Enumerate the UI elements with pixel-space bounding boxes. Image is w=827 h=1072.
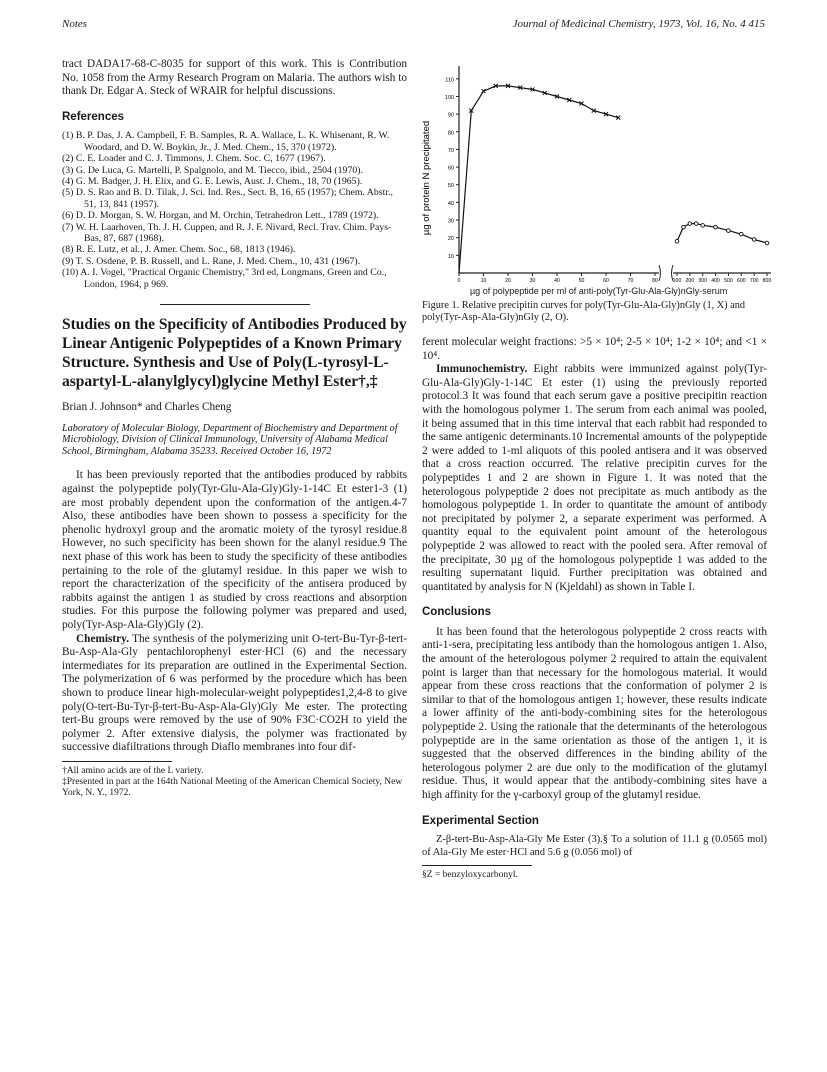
- x-tick-label: 30: [529, 278, 536, 284]
- reference-item: (9) T. S. Osdene, P. B. Russell, and L. Rane, J. Med. Chem., 10, 431 (1967).: [62, 255, 361, 267]
- y-tick-label: 70: [447, 147, 454, 154]
- chemistry-paragraph: [62, 633, 407, 755]
- x-tick-label: 700: [749, 278, 759, 284]
- data-point-o: [727, 229, 731, 233]
- reference-item: (5) D. S. Rao and B. D. Tilak, J. Sci. Ind. Res., Sect. B, 16, 65 (1957); Chem. Abstr., 51, 13, 841 (1957).: [62, 187, 393, 210]
- y-tick-label: 40: [447, 200, 454, 207]
- experimental-heading: Experimental Section: [422, 814, 539, 827]
- x-tick-label: 500: [724, 278, 733, 284]
- footnote-divider-right: [422, 865, 532, 866]
- y-tick-label: 110: [445, 77, 454, 84]
- right-column: [422, 336, 767, 881]
- experimental-paragraph: Z-β-tert-Bu-Asp-Ala-Gly Me Ester (3).§ To a solution of 11.1 g (0.0565 mol) of Ala-Gly Me ester·HCl and 5.6 g (0.056 mol) of: [422, 834, 767, 858]
- references-heading: References: [62, 110, 125, 123]
- figure-caption: Figure 1. Relative precipitin curves for poly(Tyr-Glu-Ala-Gly)nGly (1, X) and poly(Tyr-Asp-Ala-Gly)nGly (2, O).: [422, 300, 746, 323]
- y-tick-label: 80: [447, 130, 454, 137]
- chart-y-axis-label: µg of protein N precipitated: [421, 120, 432, 236]
- reference-item: (4) G. M. Badger, J. H. Elix, and G. E. Lewis, Aust. J. Chem., 18, 70 (1965).: [62, 176, 363, 187]
- y-tick-label: 60: [447, 165, 454, 172]
- figure-1: [415, 58, 775, 303]
- conclusions-paragraph: It has been found that the heterologous polypeptide 2 cross reacts with anti-1-sera, precipitating less antibody than the homologous antigen 1. Also, the amount of the heterologous polymer 2 required to attain the equivalent point is larger than that necessary for the homologous material. It would appear from these cross reactions that the conformation of polymer 2 is similar to that of the homologous antigen 1; however, these results indicate a lower affinity of the anti-body-combining sites for the heterologous polypeptide 2. Using the rationale that the determinants of the heterologous polypeptide are in the same orientation as those of the antigen 1, it is suggested that the observed differences in the binding ability of the heterologous polymer 2 are due only to the modification of the glutamyl residue. Thus, it would appear that the antibody-combining sites have a high affinity for the γ-carboxyl group of the glutamyl residue.: [422, 625, 767, 801]
- immunochemistry-paragraph: [422, 363, 767, 594]
- data-point-o: [739, 232, 743, 236]
- article-title: Studies on the Specificity of Antibodies Produced by Linear Antigenic Polypeptides of a Known Primary Structure. Synthesis and Use of Poly(L-tyrosyl-L-aspartyl-L-alanylglycyl)glycine Methyl Ester†,‡: [62, 316, 407, 391]
- x-tick-label: 80: [652, 278, 658, 284]
- reference-item: (1) B. P. Das, J. A. Campbell, F. B. Samples, R. A. Wallace, L. K. Whisenant, R. W. Woodard, and D. W. Boykin, Jr., J. Med. Chem., 15, 370 (1972).: [62, 130, 390, 153]
- x-tick-label: 70: [627, 278, 634, 284]
- y-tick-label: 90: [447, 112, 454, 119]
- data-point-o: [694, 222, 698, 226]
- conclusions-heading: Conclusions: [422, 606, 492, 619]
- acknowledgment-paragraph: tract DADA17-68-C-8035 for support of this work. This is Contribution No. 1058 from the Army Research Program on Malaria. The authors wish to thank Dr. Edgar A. Steck of WRAIR for helpful discussions.: [62, 58, 407, 98]
- chemistry-label: Chemistry.: [76, 632, 130, 645]
- y-tick-label: 10: [447, 253, 454, 260]
- data-point-o: [682, 225, 686, 229]
- data-point-o: [688, 222, 692, 226]
- axis-break-mark: [659, 265, 661, 281]
- y-tick-label: 100: [444, 94, 454, 101]
- data-point-o: [765, 241, 769, 245]
- reference-item: (7) W. H. Laarhoven, Th. J. H. Cuppen, and R. J. F. Nivard, Recl. Trav. Chim. Pays-Bas, 87, 687 (1968).: [62, 221, 392, 245]
- x-tick-label: 800: [762, 278, 772, 284]
- reference-item: (10) A. I. Vogel, "Practical Organic Chemistry," 3rd ed, Longmans, Green and Co., London, 1964, p 969.: [62, 267, 387, 290]
- immunochemistry-text: Eight rabbits were immunized against poly(Tyr-Glu-Ala-Gly)Gly-1-14C Et ester (1) using the previously reported protocol.3 It was found that each serum gave a positive precipitin reaction with the homologous polymer 1. The serum from each animal was pooled, it being assumed that in this time interval that each rabbit had responded to the same antigenic determinants.10 Incremental amounts of the polypeptide 2 were added to 1-ml aliquots of this pooled antisera and it was observed that a cross reaction occurred. The relative precipitin curves for the polypeptides 1 and 2 are shown in Figure 1. It was noted that the heterologous polypeptide 2 does not precipitate as much antibody as the homologous polypeptide 1. In order to quantitate the amount of antibody not precipitated by polymer 2, a separate experiment was performed. A quantity equal to the equivalent point amount of the heterologous polypeptide 2 was allowed to react with the pooled sera. After removal of the precipitate, 30 µg of the homologous polypeptide 1 was added to the resulting supernatant liquid. Further precipitation was obtained and quantitated by analysis for N (Kjeldahl) as shown in Table I.: [422, 363, 767, 593]
- x-tick-label: 100: [672, 278, 682, 284]
- x-tick-label: 10: [480, 278, 487, 284]
- article-affiliation: Laboratory of Molecular Biology, Department of Biochemistry and Department of Microbiology, Division of Clinical Immunology, University of Alabama Medical School, Birmingham, Alabama 35233. Received October 16, 1972: [62, 422, 398, 457]
- left-column: [62, 58, 407, 799]
- x-tick-label: 60: [603, 278, 609, 284]
- data-point-o: [752, 238, 756, 242]
- footnote-presented: ‡Presented in part at the 164th National Meeting of the American Chemical Society, New York, N. Y., 1972.: [62, 776, 403, 798]
- abstract-paragraph: It has been previously reported that the antibodies produced by rabbits against the polypeptide poly(Tyr-Glu-Ala-Gly)Gly-1-14C Et ester1-3 (1) are most probably dependent upon the conformation of the antigen.4-7 Also, these antibodies have been shown to possess a specificity for the phenolic hydroxyl group and the aromatic moiety of the tyrosyl residue.8 However, no such specificity has been shown for the alanyl residue.9 The next phase of this work has been to study the specificity of these antibodies pertaining to the role of the glutamyl residue. In this paper we wish to report the characterization of the specificity of the antisera produced by rabbits against the antigen 1 as studied by cross reactions and absorption studies. For this purpose the following polymer was prepared and used, poly(Tyr-Asp-Ala-Gly)Gly (2).: [62, 469, 407, 631]
- x-tick-label: 50: [578, 278, 585, 284]
- x-tick-label: 300: [698, 278, 708, 284]
- running-header-journal: Journal of Medicinal Chemistry, 1973, Vol. 16, No. 4 415: [512, 18, 765, 30]
- data-point-o: [701, 224, 705, 228]
- series-line-1: [459, 86, 618, 273]
- y-tick-label: 30: [447, 218, 454, 225]
- reference-item: (8) R. E. Lutz, et al., J. Amer. Chem. Soc., 68, 1813 (1946).: [62, 244, 296, 256]
- x-tick-label: 40: [554, 278, 560, 284]
- data-point-o: [675, 239, 679, 243]
- reference-item: (3) G. De Luca, G. Martelli, P. Spalgnolo, and M. Tiecco, ibid., 2504 (1970).: [62, 164, 363, 176]
- footnote-amino-acids: †All amino acids are of the L variety.: [62, 765, 204, 776]
- reference-item: (6) D. D. Morgan, S. W. Horgan, and M. Orchin, Tetrahedron Lett., 1789 (1972).: [62, 210, 379, 222]
- chart-x-axis-label: µg of polypeptide per ml of anti-poly(Tyr-Glu-Ala-Gly)nGly-serum: [470, 286, 728, 296]
- y-tick-label: 20: [447, 236, 454, 243]
- footnote-divider: [62, 761, 172, 762]
- immunochemistry-label: Immunochemistry.: [436, 363, 528, 376]
- references-list: [62, 130, 407, 290]
- data-point-o: [714, 225, 718, 229]
- fractions-paragraph: ferent molecular weight fractions: >5 × 10⁴; 2-5 × 10⁴; 1-2 × 10⁴; and <1 × 10⁴.: [422, 336, 767, 362]
- x-tick-label: 600: [736, 278, 746, 284]
- section-divider: [160, 304, 310, 305]
- x-tick-label: 0: [457, 278, 461, 284]
- article-authors: Brian J. Johnson* and Charles Cheng: [62, 401, 232, 414]
- x-tick-label: 200: [685, 278, 695, 284]
- x-tick-label: 400: [711, 278, 720, 284]
- reference-item: (2) C. E. Loader and C. J. Timmons, J. Chem. Soc. C, 1677 (1967).: [62, 153, 326, 165]
- chemistry-text: The synthesis of the polymerizing unit O-tert-Bu-Tyr-β-tert-Bu-Asp-Ala-Gly pentachlorophenyl ester·HCl (6) and the necessary intermediates for its preparation are outlined in the Experimental Section. The polymerization of 6 was performed by the procedure which has been shown to produce linear high-molecular-weight polypeptides1,2,4-8 to give poly(O-tert-Bu-Tyr-β-tert-Bu-Asp-Ala-Gly)Gly Me ester. The protecting tert-Bu groups were removed by the use of 90% F3C·CO2H to yield the polymer 2. After extensive dialysis, the polymer was fractionated by successive diafiltrations through Diaflo membranes into four dif-: [62, 632, 407, 754]
- precipitin-chart: [415, 58, 775, 303]
- footnote-benzyloxycarbonyl: §Z = benzyloxycarbonyl.: [422, 870, 518, 881]
- x-tick-label: 20: [505, 278, 511, 284]
- running-header-section: Notes: [62, 18, 88, 30]
- y-tick-label: 50: [447, 183, 454, 190]
